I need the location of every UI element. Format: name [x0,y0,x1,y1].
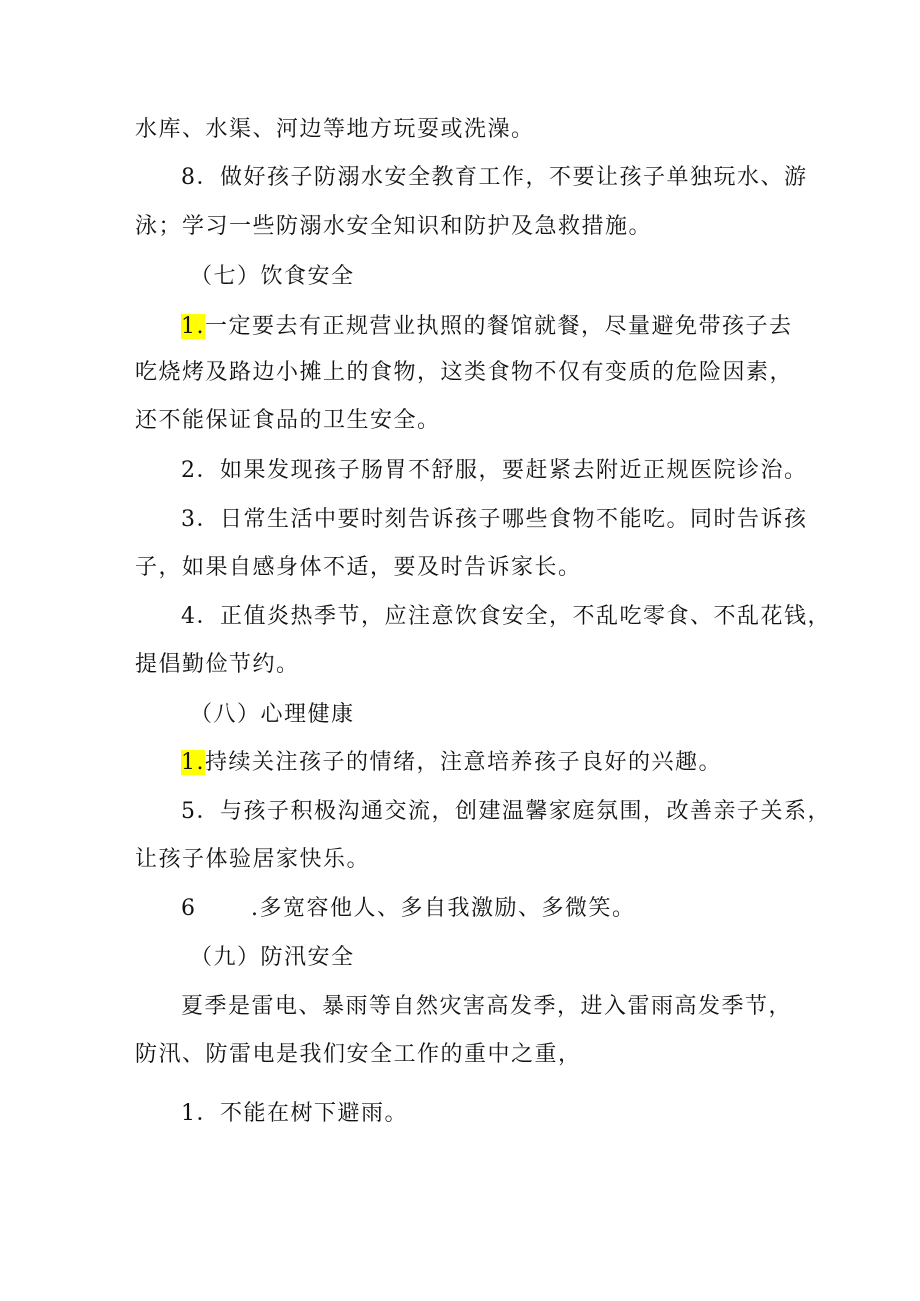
paragraph-line-13: 5．与孩子积极沟通交流，创建温馨家庭氛围，改善亲子关系， [181,799,831,824]
paragraph-line-12 [181,748,722,778]
paragraph-line-15 [181,894,636,924]
paragraph-line-12-text: 持续关注孩子的情绪，注意培养孩子良好的兴趣。 [205,750,723,775]
paragraph-line-7: 2．如果发现孩子肠胃不舒服，要赶紧去附近正规医院诊治。 [181,458,808,483]
paragraph-line-2: 8．做好孩子防溺水安全教育工作，不要让孩子单独玩水、游 [181,165,808,190]
section-heading-8: （八）心理健康 [190,702,355,727]
paragraph-line-10: 4．正值炎热季节，应注意饮食安全，不乱吃零食、不乱花钱， [181,604,831,629]
paragraph-line-15-text: .多宽容他人、多自我激励、多微笑。 [251,896,636,921]
highlight-number-1: 1. [181,314,205,339]
paragraph-line-5: 吃烧烤及路边小摊上的食物，这类食物不仅有变质的危险因素， [135,360,794,385]
paragraph-line-18: 1．不能在树下避雨。 [181,1101,408,1126]
paragraph-line-8: 3．日常生活中要时刻告诉孩子哪些食物不能吃。同时告诉孩 [181,507,808,532]
paragraph-line-16: 夏季是雷电、暴雨等自然灾害高发季，进入雷雨高发季节， [181,994,793,1019]
section-heading-7: （七）饮食安全 [190,264,355,289]
paragraph-line-9: 子，如果自感身体不适，要及时告诉家长。 [135,555,582,580]
paragraph-line-17: 防汛、防雷电是我们安全工作的重中之重， [135,1042,582,1067]
paragraph-line-4 [181,312,793,342]
highlight-number-2: 1. [181,750,205,775]
paragraph-line-3: 泳；学习一些防溺水安全知识和防护及急救措施。 [135,214,653,239]
paragraph-line-4-text: 一定要去有正规营业执照的餐馆就餐，尽量避免带孩子去 [205,314,793,339]
paragraph-line-14: 让孩子体验居家快乐。 [135,847,371,872]
section-heading-9: （九）防汛安全 [190,945,355,970]
paragraph-line-1: 水库、水渠、河边等地方玩耍或洗澡。 [135,117,535,142]
paragraph-line-6: 还不能保证食品的卫生安全。 [135,408,441,433]
paragraph-line-11: 提倡勤俭节约。 [135,652,300,677]
list-number-6: 6 [181,896,197,921]
